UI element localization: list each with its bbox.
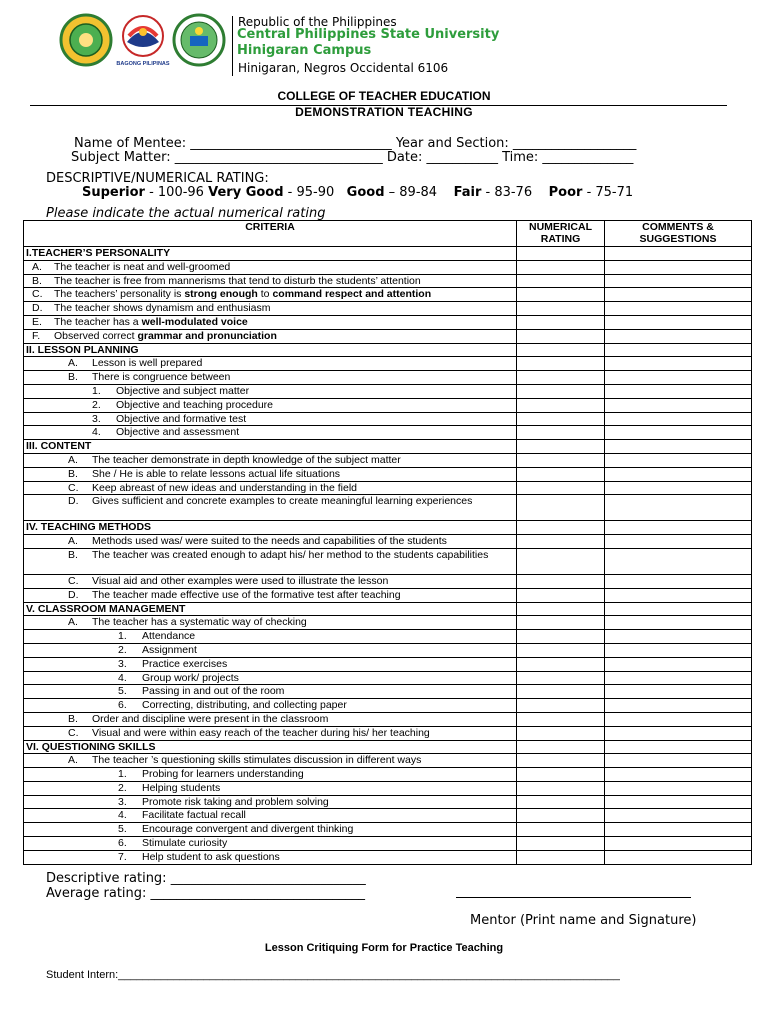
numerical-rating-cell[interactable] <box>517 274 605 288</box>
numerical-rating-cell[interactable] <box>517 426 605 440</box>
numerical-rating-cell[interactable] <box>517 329 605 343</box>
item-text: Observed correct grammar and pronunciation <box>54 329 277 342</box>
item-text: Assignment <box>142 643 197 656</box>
item-marker: B. <box>32 274 42 287</box>
numerical-rating-cell[interactable] <box>517 809 605 823</box>
item-marker: 2. <box>118 781 127 794</box>
numerical-rating-cell[interactable] <box>517 781 605 795</box>
item-marker: B. <box>68 548 78 561</box>
comments-cell[interactable] <box>605 302 752 316</box>
table-row <box>24 288 752 302</box>
item-text: Facilitate factual recall <box>142 809 246 822</box>
numerical-rating-cell[interactable] <box>517 398 605 412</box>
item-marker: C. <box>68 574 79 587</box>
table-row <box>24 726 752 740</box>
table-row <box>24 616 752 630</box>
numerical-rating-cell[interactable] <box>517 521 605 535</box>
comments-header: COMMENTS & SUGGESTIONS <box>605 221 752 247</box>
student-intern-line: Student Intern:__________________________________________________________________________________ <box>46 969 620 981</box>
comments-cell[interactable] <box>605 850 752 864</box>
form-title: DEMONSTRATION TEACHING <box>295 105 473 119</box>
numerical-rating-cell[interactable] <box>517 495 605 521</box>
comments-cell[interactable] <box>605 412 752 426</box>
section-row <box>24 740 752 754</box>
item-marker: 1. <box>92 384 101 397</box>
comments-cell[interactable] <box>605 247 752 261</box>
item-text: The teacher has a systematic way of checking <box>92 616 307 629</box>
numerical-rating-cell[interactable] <box>517 850 605 864</box>
criteria-cell <box>24 630 517 644</box>
comments-cell[interactable] <box>605 643 752 657</box>
criteria-cell <box>24 643 517 657</box>
bagong-pilipinas-logo <box>116 16 170 67</box>
item-text: Stimulate curiosity <box>142 837 228 850</box>
comments-cell[interactable] <box>605 521 752 535</box>
comments-cell[interactable] <box>605 329 752 343</box>
item-text: Promote risk taking and problem solving <box>142 795 329 808</box>
item-text: Helping students <box>142 781 221 794</box>
comments-cell[interactable] <box>605 426 752 440</box>
numerical-rating-cell[interactable] <box>517 260 605 274</box>
item-marker: D. <box>68 495 79 508</box>
criteria-cell: I.TEACHER’S PERSONALITY <box>24 247 517 261</box>
criteria-cell <box>24 823 517 837</box>
item-text: She / He is able to relate lessons actual life situations <box>92 467 341 480</box>
comments-cell[interactable] <box>605 685 752 699</box>
comments-cell[interactable] <box>605 616 752 630</box>
criteria-cell <box>24 426 517 440</box>
numerical-rating-cell[interactable] <box>517 412 605 426</box>
criteria-cell <box>24 781 517 795</box>
numerical-rating-cell[interactable] <box>517 657 605 671</box>
comments-cell[interactable] <box>605 481 752 495</box>
comments-cell[interactable] <box>605 712 752 726</box>
item-text: Practice exercises <box>142 657 228 670</box>
table-row <box>24 548 752 574</box>
rating-label: Superior <box>82 185 145 200</box>
table-row <box>24 535 752 549</box>
criteria-cell <box>24 315 517 329</box>
item-text: Attendance <box>142 630 196 643</box>
comments-cell[interactable] <box>605 548 752 574</box>
numerical-rating-cell[interactable] <box>517 616 605 630</box>
numerical-rating-cell[interactable] <box>517 602 605 616</box>
item-marker: C. <box>32 288 43 301</box>
criteria-cell <box>24 616 517 630</box>
numerical-rating-cell[interactable] <box>517 574 605 588</box>
table-row <box>24 302 752 316</box>
comments-cell[interactable] <box>605 315 752 329</box>
republic-text: Republic of the Philippines <box>238 15 397 29</box>
rating-range: - 100-96 <box>144 185 204 200</box>
item-text: The teacher shows dynamism and enthusiasm <box>54 302 271 315</box>
criteria-cell <box>24 260 517 274</box>
criteria-cell <box>24 574 517 588</box>
item-text: Keep abreast of new ideas and understanding in the field <box>92 481 358 494</box>
item-marker: A. <box>68 616 78 629</box>
item-text: Help student to ask questions <box>142 850 280 863</box>
criteria-cell <box>24 412 517 426</box>
criteria-cell <box>24 495 517 521</box>
table-row <box>24 699 752 713</box>
section-row <box>24 343 752 357</box>
table-row <box>24 384 752 398</box>
criteria-cell <box>24 398 517 412</box>
item-text: The teacher is neat and well-groomed <box>54 260 231 273</box>
numerical-rating-cell[interactable] <box>517 712 605 726</box>
item-marker: B. <box>68 371 78 384</box>
comments-cell[interactable] <box>605 809 752 823</box>
numerical-rating-cell[interactable] <box>517 643 605 657</box>
criteria-cell <box>24 548 517 574</box>
comments-cell[interactable] <box>605 781 752 795</box>
comments-cell[interactable] <box>605 274 752 288</box>
numerical-rating-cell[interactable] <box>517 315 605 329</box>
item-text: Gives sufficient and concrete examples to create meaningful learning experiences <box>92 495 473 508</box>
criteria-cell <box>24 467 517 481</box>
criteria-cell: VI. QUESTIONING SKILLS <box>24 740 517 754</box>
item-marker: 1. <box>118 630 127 643</box>
numerical-rating-cell[interactable] <box>517 535 605 549</box>
section-row <box>24 521 752 535</box>
rating-label: Good <box>346 185 385 200</box>
comments-cell[interactable] <box>605 754 752 768</box>
rating-range: - 95-90 <box>283 185 335 200</box>
comments-cell[interactable] <box>605 453 752 467</box>
item-text: Order and discipline were present in the classroom <box>92 712 329 725</box>
criteria-header: CRITERIA <box>24 221 517 247</box>
rating-heading: DESCRIPTIVE/NUMERICAL RATING: <box>46 171 269 186</box>
numerical-rating-cell[interactable] <box>517 630 605 644</box>
comments-cell[interactable] <box>605 699 752 713</box>
criteria-cell: IV. TEACHING METHODS <box>24 521 517 535</box>
table-row <box>24 329 752 343</box>
item-text: Passing in and out of the room <box>142 685 285 698</box>
table-row <box>24 685 752 699</box>
item-text: Correcting, distributing, and collecting paper <box>142 699 347 712</box>
criteria-cell <box>24 274 517 288</box>
item-marker: 3. <box>92 412 101 425</box>
table-row <box>24 398 752 412</box>
table-row <box>24 588 752 602</box>
table-row <box>24 809 752 823</box>
item-marker: D. <box>32 302 43 315</box>
numerical-rating-cell[interactable] <box>517 302 605 316</box>
comments-cell[interactable] <box>605 657 752 671</box>
table-row <box>24 315 752 329</box>
lesson-form-title: Lesson Critiquing Form for Practice Teaching <box>264 942 504 954</box>
item-text: The teacher is free from mannerisms that tend to disturb the students’ attention <box>54 274 421 287</box>
numerical-rating-cell[interactable] <box>517 699 605 713</box>
table-row <box>24 495 752 521</box>
table-row <box>24 837 752 851</box>
numerical-rating-cell[interactable] <box>517 357 605 371</box>
criteria-cell <box>24 302 517 316</box>
campus-name: Hinigaran Campus <box>237 43 372 58</box>
table-row <box>24 260 752 274</box>
rating-range: - 83-76 <box>481 185 533 200</box>
rating-label: Very Good <box>208 185 284 200</box>
numerical-rating-cell[interactable] <box>517 288 605 302</box>
comments-cell[interactable] <box>605 384 752 398</box>
item-text: Encourage convergent and divergent thinking <box>142 823 354 836</box>
numerical-rating-cell[interactable] <box>517 371 605 385</box>
criteria-cell <box>24 768 517 782</box>
table-row <box>24 657 752 671</box>
numerical-rating-cell[interactable] <box>517 247 605 261</box>
criteria-cell <box>24 754 517 768</box>
table-row <box>24 850 752 864</box>
comments-cell[interactable] <box>605 495 752 521</box>
subject-fields-line: Subject Matter: ________________________________ Date: ___________ Time: ______________ <box>71 150 634 165</box>
comments-cell[interactable] <box>605 768 752 782</box>
comments-cell[interactable] <box>605 343 752 357</box>
item-marker: D. <box>68 588 79 601</box>
item-text: The teacher made effective use of the formative test after teaching <box>92 588 401 601</box>
section-row <box>24 440 752 454</box>
numerical-rating-cell[interactable] <box>517 740 605 754</box>
table-row <box>24 426 752 440</box>
university-name: Central Philippines State University <box>237 27 500 42</box>
item-text: Probing for learners understanding <box>142 768 304 781</box>
comments-cell[interactable] <box>605 726 752 740</box>
comments-cell[interactable] <box>605 588 752 602</box>
numerical-rating-cell[interactable] <box>517 343 605 357</box>
numerical-rating-cell[interactable] <box>517 823 605 837</box>
table-row <box>24 671 752 685</box>
campus-address: Hinigaran, Negros Occidental 6106 <box>238 61 449 75</box>
numerical-rating-cell[interactable] <box>517 467 605 481</box>
item-marker: 4. <box>118 671 127 684</box>
item-marker: B. <box>68 467 78 480</box>
criteria-cell <box>24 657 517 671</box>
item-marker: 2. <box>92 398 101 411</box>
mentee-fields-line: Name of Mentee: _______________________________ Year and Section: ___________________ <box>74 136 637 151</box>
comments-cell[interactable] <box>605 671 752 685</box>
item-marker: 1. <box>118 768 127 781</box>
svg-text:BAGONG PILIPINAS: BAGONG PILIPINAS <box>116 61 170 67</box>
table-row <box>24 630 752 644</box>
section-row <box>24 247 752 261</box>
table-row <box>24 481 752 495</box>
table-row <box>24 754 752 768</box>
numerical-rating-cell[interactable] <box>517 685 605 699</box>
criteria-cell <box>24 850 517 864</box>
comments-cell[interactable] <box>605 260 752 274</box>
item-marker: A. <box>32 260 42 273</box>
criteria-cell <box>24 699 517 713</box>
comments-cell[interactable] <box>605 795 752 809</box>
item-text: Objective and assessment <box>116 426 240 439</box>
item-text: Visual aid and other examples were used to illustrate the lesson <box>92 574 389 587</box>
comments-cell[interactable] <box>605 837 752 851</box>
table-row <box>24 274 752 288</box>
table-row <box>24 453 752 467</box>
numerical-rating-cell[interactable] <box>517 671 605 685</box>
item-text: The teacher has a well-modulated voice <box>54 315 248 328</box>
item-marker: F. <box>32 329 41 342</box>
table-row <box>24 795 752 809</box>
criteria-cell <box>24 384 517 398</box>
criteria-cell <box>24 588 517 602</box>
numerical-rating-cell[interactable] <box>517 548 605 574</box>
rating-range: - 75-71 <box>582 185 634 200</box>
criteria-cell <box>24 371 517 385</box>
comments-cell[interactable] <box>605 398 752 412</box>
numerical-rating-cell[interactable] <box>517 384 605 398</box>
comments-cell[interactable] <box>605 630 752 644</box>
header-divider <box>232 16 233 76</box>
comments-cell[interactable] <box>605 371 752 385</box>
criteria-cell <box>24 357 517 371</box>
item-marker: E. <box>32 315 42 328</box>
numerical-rating-cell[interactable] <box>517 795 605 809</box>
section-row <box>24 602 752 616</box>
item-text: There is congruence between <box>92 371 231 384</box>
numerical-rating-cell[interactable] <box>517 440 605 454</box>
criteria-cell <box>24 685 517 699</box>
table-row <box>24 412 752 426</box>
item-text: Lesson is well prepared <box>92 357 203 370</box>
item-marker: 3. <box>118 657 127 670</box>
numerical-rating-header: NUMERICAL RATING <box>517 221 605 247</box>
item-marker: 7. <box>118 850 127 863</box>
item-text: Objective and subject matter <box>116 384 250 397</box>
item-marker: B. <box>68 712 78 725</box>
table-row <box>24 357 752 371</box>
item-marker: C. <box>68 726 79 739</box>
item-marker: 3. <box>118 795 127 808</box>
college-title: COLLEGE OF TEACHER EDUCATION <box>277 89 491 103</box>
criteria-cell <box>24 712 517 726</box>
average-rating-line: Average rating: _________________________________ <box>46 886 366 901</box>
criteria-cell <box>24 329 517 343</box>
descriptive-rating-line: Descriptive rating: ______________________________ <box>46 871 366 886</box>
numerical-rating-cell[interactable] <box>517 726 605 740</box>
item-marker: C. <box>68 481 79 494</box>
table-row <box>24 467 752 481</box>
comments-cell[interactable] <box>605 467 752 481</box>
rating-scale <box>82 185 633 200</box>
comments-cell[interactable] <box>605 535 752 549</box>
criteria-cell: III. CONTENT <box>24 440 517 454</box>
campus-seal-logo <box>174 15 224 65</box>
table-row <box>24 574 752 588</box>
table-row <box>24 712 752 726</box>
criteria-table <box>23 220 752 865</box>
comments-cell[interactable] <box>605 357 752 371</box>
item-marker: 5. <box>118 685 127 698</box>
item-marker: 4. <box>92 426 101 439</box>
item-text: The teacher demonstrate in depth knowledge of the subject matter <box>92 453 401 466</box>
item-text: The teacher ’s questioning skills stimulates discussion in different ways <box>92 754 422 767</box>
item-marker: 5. <box>118 823 127 836</box>
comments-cell[interactable] <box>605 288 752 302</box>
criteria-cell <box>24 481 517 495</box>
comments-cell[interactable] <box>605 602 752 616</box>
signature-line <box>456 897 691 898</box>
comments-cell[interactable] <box>605 440 752 454</box>
item-marker: A. <box>68 535 78 548</box>
rating-instruction: Please indicate the actual numerical rating <box>46 206 326 221</box>
numerical-rating-cell[interactable] <box>517 768 605 782</box>
item-text: The teacher was created enough to adapt his/ her method to the students capabilities <box>92 548 489 561</box>
item-marker: 2. <box>118 643 127 656</box>
item-text: Methods used was/ were suited to the needs and capabilities of the students <box>92 535 447 548</box>
numerical-rating-cell[interactable] <box>517 754 605 768</box>
criteria-cell <box>24 671 517 685</box>
rating-label: Fair <box>453 185 482 200</box>
table-row <box>24 768 752 782</box>
comments-cell[interactable] <box>605 740 752 754</box>
item-text: The teachers’ personality is strong enough to command respect and attention <box>54 288 432 301</box>
item-text: Objective and teaching procedure <box>116 398 274 411</box>
logos-group <box>58 12 228 68</box>
criteria-cell <box>24 535 517 549</box>
criteria-cell <box>24 453 517 467</box>
item-marker: A. <box>68 453 78 466</box>
table-row <box>24 371 752 385</box>
criteria-cell <box>24 726 517 740</box>
numerical-rating-cell[interactable] <box>517 837 605 851</box>
item-marker: A. <box>68 357 78 370</box>
table-row <box>24 823 752 837</box>
numerical-rating-cell[interactable] <box>517 453 605 467</box>
item-text: Objective and formative test <box>116 412 247 425</box>
comments-cell[interactable] <box>605 574 752 588</box>
mentor-signature-label: Mentor (Print name and Signature) <box>470 913 697 928</box>
item-marker: 6. <box>118 837 127 850</box>
numerical-rating-cell[interactable] <box>517 481 605 495</box>
item-marker: 4. <box>118 809 127 822</box>
criteria-cell <box>24 795 517 809</box>
criteria-cell: II. LESSON PLANNING <box>24 343 517 357</box>
numerical-rating-cell[interactable] <box>517 588 605 602</box>
rating-range: – 89-84 <box>384 185 438 200</box>
cpsu-seal-logo <box>61 15 111 65</box>
item-marker: A. <box>68 754 78 767</box>
item-marker: 6. <box>118 699 127 712</box>
criteria-cell <box>24 288 517 302</box>
criteria-cell <box>24 837 517 851</box>
table-header-row <box>24 221 752 247</box>
table-row <box>24 781 752 795</box>
item-text: Visual and were within easy reach of the teacher during his/ her teaching <box>92 726 430 739</box>
rating-label: Poor <box>548 185 583 200</box>
comments-cell[interactable] <box>605 823 752 837</box>
criteria-cell <box>24 809 517 823</box>
table-row <box>24 643 752 657</box>
criteria-cell: V. CLASSROOM MANAGEMENT <box>24 602 517 616</box>
item-text: Group work/ projects <box>142 671 239 684</box>
